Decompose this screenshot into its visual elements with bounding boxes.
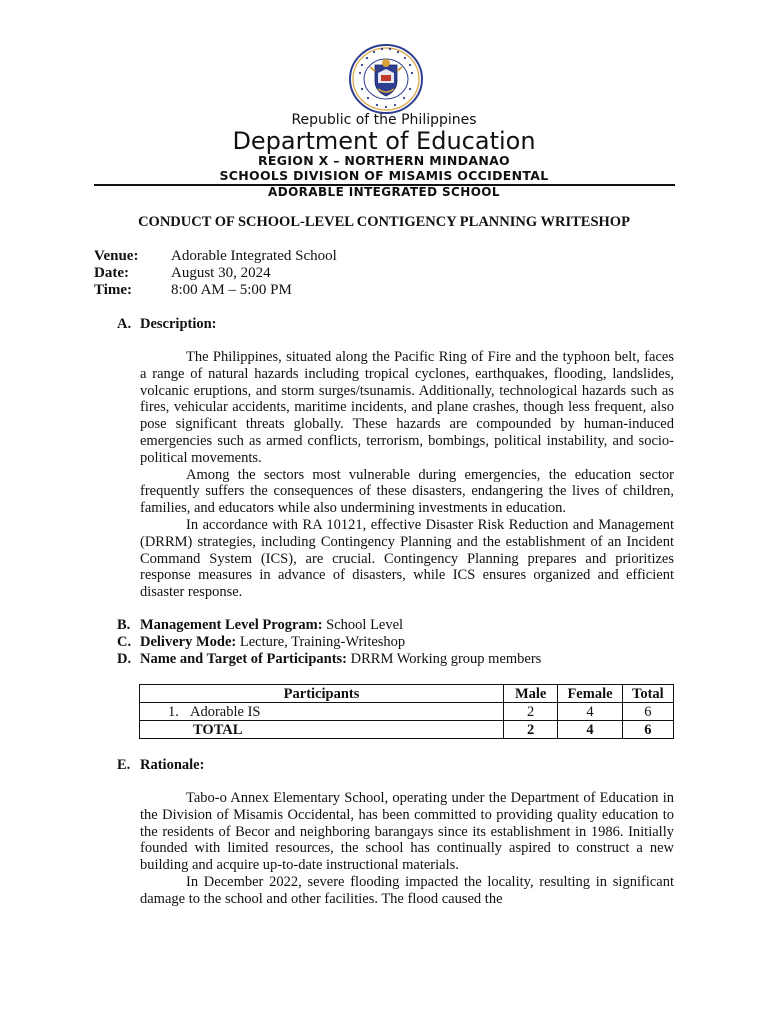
row-female: 4 [558, 703, 622, 721]
document-title: CONDUCT OF SCHOOL-LEVEL CONTIGENCY PLANNING WRITESHOP [138, 214, 630, 230]
participants-table [139, 684, 674, 739]
deped-seal-logo [348, 43, 424, 115]
total-label: TOTAL [193, 721, 243, 738]
row-total: 6 [622, 703, 673, 721]
venue-value: Adorable Integrated School [171, 248, 337, 264]
section-c: C. Delivery Mode: Lecture, Training-Writeshop [117, 634, 406, 650]
time-value: 8:00 AM – 5:00 PM [171, 282, 292, 298]
description-text [140, 349, 674, 601]
table-row [140, 703, 674, 721]
col-female: Female [558, 685, 622, 703]
table-total-row [140, 721, 674, 739]
header-department: Department of Education [232, 127, 536, 155]
rationale-paragraph-1: Tabo-o Annex Elementary School, operating under the Department of Education in the Division of Misamis Occidental, has been committed to providing quality education to the residents of Becor and neighboring barangays since its establishment in 1986. Initially founded with limited resources, the school has continually aspired to construct a new building and acquire up-to-date instructional materials. [140, 790, 674, 874]
description-paragraph-1: The Philippines, situated along the Pacific Ring of Fire and the typhoon belt, faces a range of natural hazards including tropical cyclones, earthquakes, flooding, landslides, volcanic eruptions, and storm surges/tsunamis. Additionally, technological hazards such as fires, vehicular accidents, maritime incidents, and plane crashes, though less frequent, also pose significant threats globally. These hazards are compounded by human-induced emergencies such as armed conflicts, terrorism, bombings, political instability, and socio-political movements. [140, 349, 674, 466]
total-female: 4 [558, 721, 622, 739]
header-school: ADORABLE INTEGRATED SCHOOL [268, 185, 500, 199]
row-number: 1. [168, 703, 179, 720]
header-republic: Republic of the Philippines [291, 112, 477, 128]
section-d: D. Name and Target of Participants: DRRM Working group members [117, 651, 542, 667]
total-male: 2 [504, 721, 558, 739]
col-male: Male [504, 685, 558, 703]
venue-row [94, 248, 337, 265]
rationale-paragraph-2: In December 2022, severe flooding impacted the locality, resulting in significant damage to the school and other facilities. The flood caused the [140, 873, 674, 907]
date-row [94, 265, 271, 282]
venue-label: Venue: [94, 248, 139, 264]
col-total: Total [622, 685, 673, 703]
header-region: REGION X – NORTHERN MINDANAO [258, 153, 510, 168]
header-division: SCHOOLS DIVISION OF MISAMIS OCCIDENTAL [219, 168, 549, 183]
row-name: Adorable IS [190, 703, 261, 720]
table-header-row [140, 685, 674, 703]
section-b: B. Management Level Program: School Level [117, 617, 404, 633]
col-participants: Participants [140, 685, 504, 703]
row-male: 2 [504, 703, 558, 721]
description-paragraph-2: Among the sectors most vulnerable during emergencies, the education sector frequently suffers the consequences of these disasters, endangering the lives of children, families, and educators while also undermining investments in education. [140, 466, 674, 517]
description-paragraph-3: In accordance with RA 10121, effective Disaster Risk Reduction and Management (DRRM) strategies, including Contingency Planning and the establishment of an Incident Command System (ICS), are crucial. Contingency Planning prepares and prioritizes response measures in advance of disasters, while ICS ensures organized and efficient disaster response. [140, 516, 674, 601]
total-total: 6 [622, 721, 673, 739]
time-label: Time: [94, 282, 133, 298]
section-a-heading: A. Description: [117, 316, 217, 332]
section-e-heading: E. Rationale: [117, 757, 205, 773]
time-row [94, 282, 292, 299]
rationale-text [140, 790, 674, 908]
date-label: Date: [94, 265, 129, 281]
date-value: August 30, 2024 [171, 265, 271, 281]
